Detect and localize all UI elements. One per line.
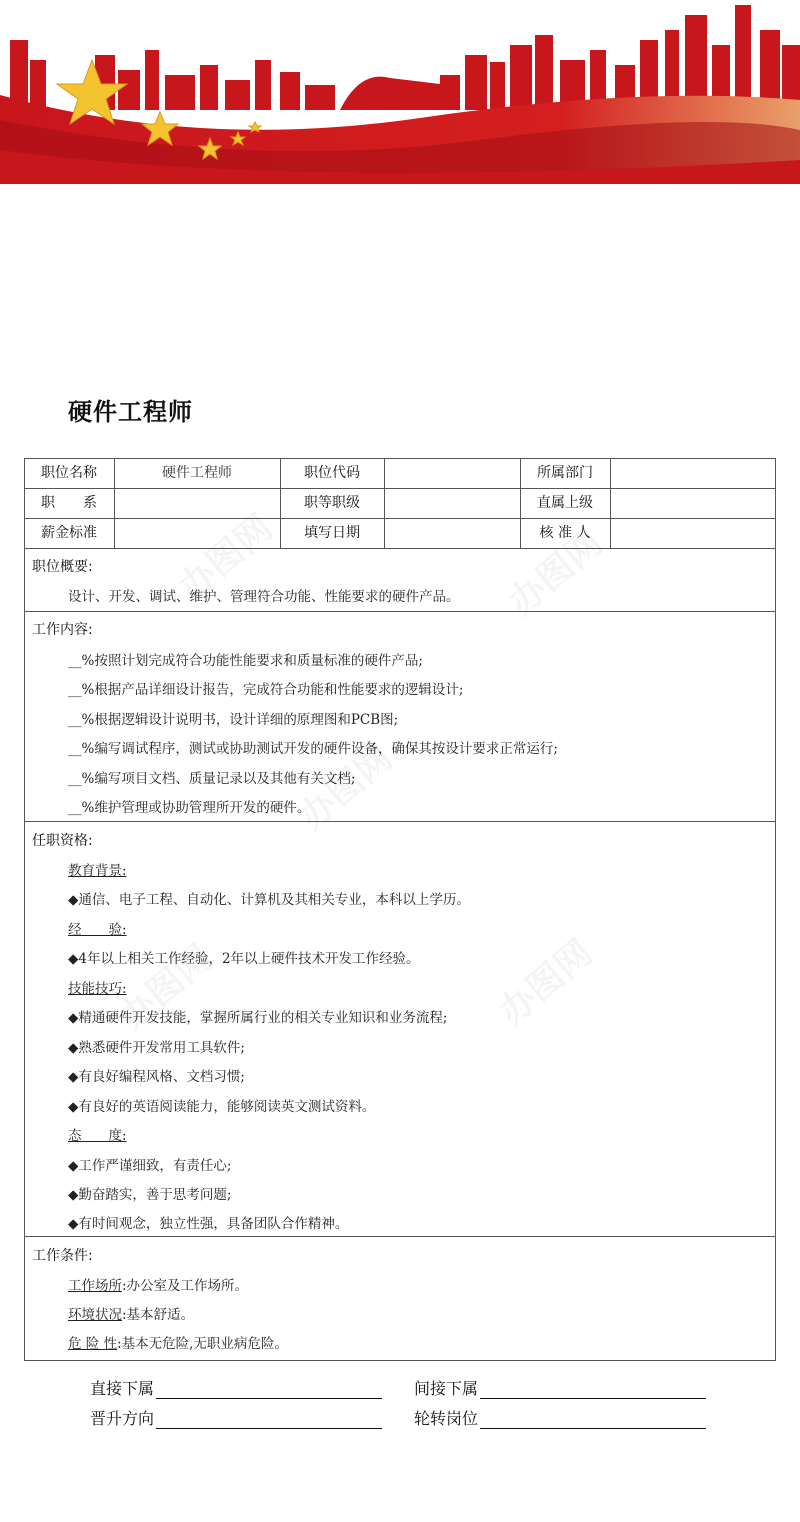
value-salary-standard: [114, 518, 280, 548]
promotion-direction-label: 晋升方向: [90, 1409, 155, 1428]
condition-place-label: 工作场所: [68, 1278, 122, 1294]
label-salary-standard: 薪金标准: [41, 525, 97, 541]
condition-environment-value: :基本舒适。: [122, 1307, 195, 1323]
experience-item: ◆4年以上相关工作经验，2年以上硬件技术开发工作经验。: [68, 951, 420, 967]
education-item: ◆通信、电子工程、自动化、计算机及其相关专业，本科以上学历。: [68, 892, 470, 908]
label-department: 所属部门: [537, 465, 593, 481]
condition-environment: [68, 1303, 194, 1323]
label-position-name: 职位名称: [41, 465, 97, 481]
label-job-grade: 职等职级: [304, 495, 360, 511]
skills-item: ◆有良好编程风格、文档习惯;: [68, 1069, 245, 1085]
value-job-family: [114, 488, 280, 518]
conditions-heading: 工作条件:: [32, 1248, 93, 1264]
work-item: __%按照计划完成符合功能性能要求和质量标准的硬件产品;: [68, 653, 423, 669]
rotation-position-blank[interactable]: [480, 1412, 706, 1429]
condition-place-value: :办公室及工作场所。: [122, 1278, 249, 1294]
direct-subordinate-field: [90, 1376, 382, 1399]
condition-place: [68, 1274, 248, 1294]
overview-heading: 职位概要:: [32, 559, 93, 575]
qualifications-heading: 任职资格:: [32, 833, 93, 849]
attitude-item: ◆勤奋踏实，善于思考问题;: [68, 1187, 232, 1203]
promotion-direction-field: [90, 1406, 382, 1429]
rotation-position-label: 轮转岗位: [414, 1409, 479, 1428]
skills-title: 技能技巧:: [68, 981, 127, 997]
work-item: __%编写调试程序，测试或协助测试开发的硬件设备，确保其按设计要求正常运行;: [68, 741, 558, 757]
work-item: __%编写项目文档、质量记录以及其他有关文档;: [68, 771, 356, 787]
section-divider: [24, 611, 776, 612]
value-direct-superior: [610, 488, 776, 518]
condition-risk-label: 危 险 性: [68, 1336, 118, 1352]
promotion-direction-blank[interactable]: [156, 1412, 382, 1429]
work-item: __%根据逻辑设计说明书，设计详细的原理图和PCB图;: [68, 712, 399, 728]
row-divider: [24, 548, 776, 549]
attitude-item: ◆有时间观念，独立性强，具备团队合作精神。: [68, 1216, 349, 1232]
label-job-family: 职 系: [41, 495, 97, 511]
condition-risk: [68, 1332, 288, 1352]
rotation-position-field: [414, 1406, 706, 1429]
label-approver: 核 准 人: [539, 525, 591, 541]
skills-item: ◆有良好的英语阅读能力，能够阅读英文测试资料。: [68, 1099, 376, 1115]
overview-text: 设计、开发、调试、维护、管理符合功能、性能要求的硬件产品。: [68, 589, 460, 605]
work-item: __%维护管理或协助管理所开发的硬件。: [68, 800, 311, 816]
section-divider: [24, 1236, 776, 1237]
value-job-grade: [384, 488, 520, 518]
indirect-subordinate-blank[interactable]: [480, 1382, 706, 1399]
condition-risk-value: :基本无危险,无职业病危险。: [117, 1336, 288, 1352]
condition-environment-label: 环境状况: [68, 1307, 122, 1323]
indirect-subordinate-label: 间接下属: [414, 1379, 479, 1398]
experience-title: 经 验:: [68, 922, 127, 938]
city-skyline: [10, 5, 800, 110]
attitude-title: 态 度:: [68, 1128, 127, 1144]
work-item: __%根据产品详细设计报告，完成符合功能和性能要求的逻辑设计;: [68, 682, 464, 698]
skills-item: ◆精通硬件开发技能，掌握所属行业的相关专业知识和业务流程;: [68, 1010, 448, 1026]
skills-item: ◆熟悉硬件开发常用工具软件;: [68, 1040, 245, 1056]
direct-subordinate-blank[interactable]: [156, 1382, 382, 1399]
page-title: 硬件工程师: [68, 398, 193, 426]
value-approver: [610, 518, 776, 548]
label-direct-superior: 直属上级: [537, 495, 593, 511]
value-position-code: [384, 458, 520, 488]
section-divider: [24, 821, 776, 822]
value-fill-date: [384, 518, 520, 548]
attitude-item: ◆工作严谨细致，有责任心;: [68, 1158, 232, 1174]
indirect-subordinate-field: [414, 1376, 706, 1399]
direct-subordinate-label: 直接下属: [90, 1379, 155, 1398]
value-position-name: 硬件工程师: [162, 465, 232, 481]
header-banner: [0, 0, 800, 184]
label-position-code: 职位代码: [304, 465, 360, 481]
education-title: 教育背景:: [68, 863, 127, 879]
label-fill-date: 填写日期: [304, 525, 360, 541]
work-heading: 工作内容:: [32, 622, 93, 638]
value-department: [610, 458, 776, 488]
